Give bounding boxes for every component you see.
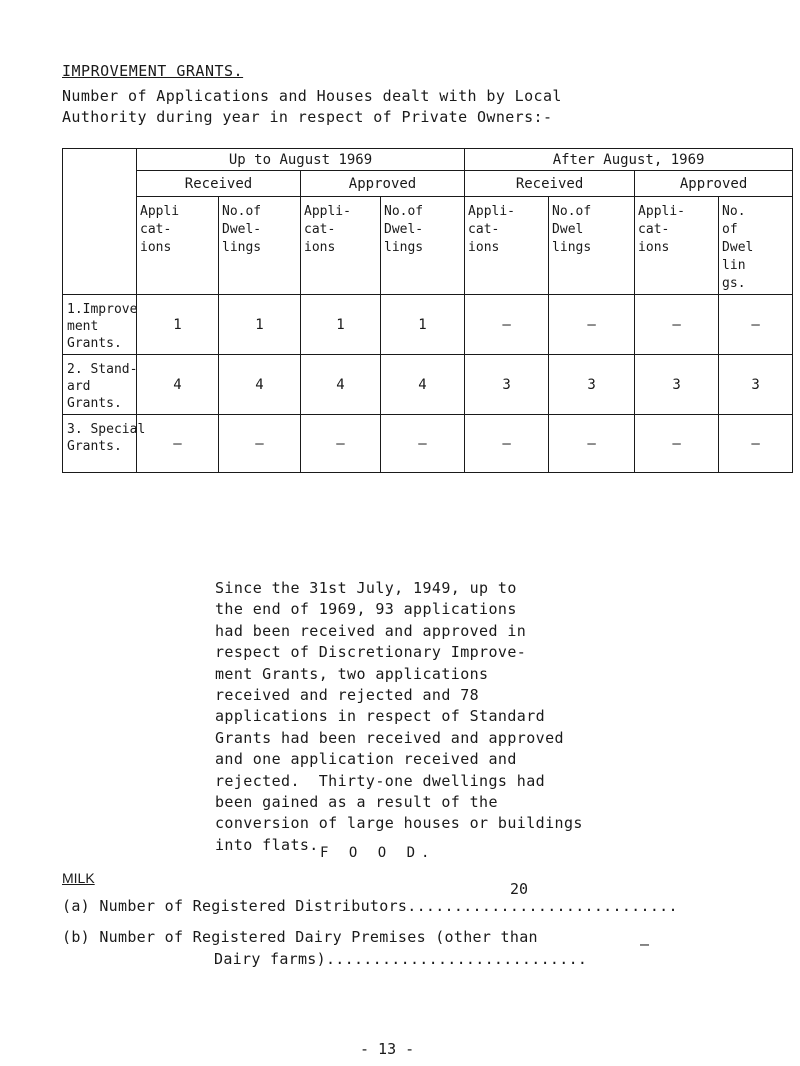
status-header-approved-2: Approved [635, 171, 793, 197]
registered-dairy-premises-value: – [640, 935, 650, 953]
table-cell: 4 [301, 355, 381, 415]
page-title: IMPROVEMENT GRANTS. [62, 62, 244, 80]
table-row [63, 295, 793, 355]
table-cell: 3 [635, 355, 719, 415]
period-header-after-august: After August, 1969 [465, 149, 793, 171]
registered-dairy-premises-label: (b) Number of Registered Dairy Premises (other than [62, 928, 538, 946]
table-cell: – [465, 295, 549, 355]
row-label: 2. Stand- ard Grants. [63, 355, 137, 415]
table-row [63, 355, 793, 415]
column-header: No.of Dwel lings [549, 197, 635, 295]
column-header: Appli- cat- ions [301, 197, 381, 295]
improvement-grants-table [62, 148, 793, 473]
table-cell: – [219, 415, 301, 473]
page-number: - 13 - [360, 1040, 415, 1058]
summary-paragraph: Since the 31st July, 1949, up to the end of 1969, 93 applications had been received and approved in respect of Discretionary Improve- ment Grants, two applications received and rejected and 78 applications in respect of Standard Grants had been received and approved and one application received and rejected. Thirty-one dwellings had been gained as a result of the conversion of large houses or buildings into flats. [215, 579, 583, 854]
food-heading: F O O D. [320, 845, 436, 861]
column-header: No.of Dwel- lings [381, 197, 465, 295]
table-cell: – [719, 415, 793, 473]
table-cell: 1 [301, 295, 381, 355]
registered-dairy-premises-label-cont: Dairy farms)............................ [214, 950, 588, 968]
table-cell: 4 [219, 355, 301, 415]
table-cell: 3 [549, 355, 635, 415]
table-row [63, 415, 793, 473]
row-label: 1.Improve ment Grants. [63, 295, 137, 355]
registered-distributors-label: (a) Number of Registered Distributors............................. [62, 897, 678, 915]
column-header: Appli- cat- ions [465, 197, 549, 295]
table-cell: – [549, 295, 635, 355]
column-header: Appli- cat- ions [635, 197, 719, 295]
table-cell: 1 [381, 295, 465, 355]
table-cell: 3 [465, 355, 549, 415]
table-cell: – [549, 415, 635, 473]
table-cell: 3 [719, 355, 793, 415]
column-header: No.of Dwel- lings [219, 197, 301, 295]
table-cell: 1 [219, 295, 301, 355]
table-cell: 4 [381, 355, 465, 415]
table-cell: – [137, 415, 219, 473]
row-label: 3. Special Grants. [63, 415, 137, 473]
table-cell: 4 [137, 355, 219, 415]
row-label-header-cell [63, 149, 137, 295]
table-cell: – [635, 295, 719, 355]
status-header-approved-1: Approved [301, 171, 465, 197]
status-header-received-2: Received [465, 171, 635, 197]
registered-distributors-value: 20 [510, 880, 529, 898]
table-cell: – [719, 295, 793, 355]
table-cell: – [635, 415, 719, 473]
column-header: No. of Dwel lin gs. [719, 197, 793, 295]
table-cell: – [381, 415, 465, 473]
milk-heading: MILK [62, 870, 95, 886]
table-cell: 1 [137, 295, 219, 355]
status-header-received-1: Received [137, 171, 301, 197]
period-header-up-to-august: Up to August 1969 [137, 149, 465, 171]
intro-line-2: Authority during year in respect of Private Owners:- [62, 108, 553, 126]
intro-line-1: Number of Applications and Houses dealt with by Local [62, 87, 562, 105]
table-cell: – [301, 415, 381, 473]
table-cell: – [465, 415, 549, 473]
column-header: Appli cat- ions [137, 197, 219, 295]
